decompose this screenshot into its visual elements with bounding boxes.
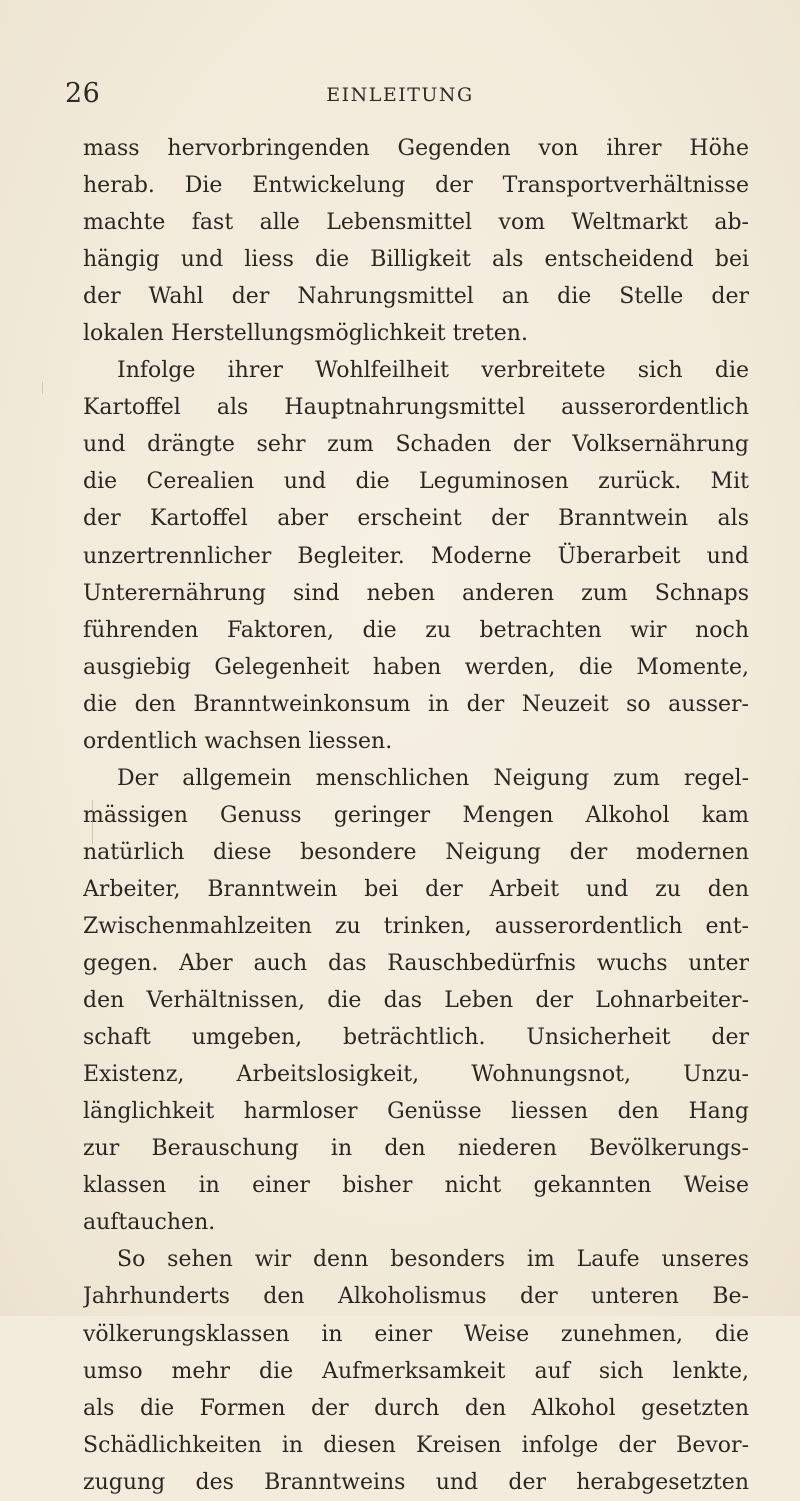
text-line: völkerungsklassen in einer Weise zunehmen, die — [83, 1321, 749, 1347]
text-line: der Wahl der Nahrungsmittel an die Stelle der — [83, 284, 749, 310]
text-line: hängig und liess die Billigkeit als entscheidend bei — [83, 247, 749, 273]
text-line: herab. Die Entwickelung der Transportverhältnisse — [83, 173, 749, 199]
body-text — [83, 130, 749, 1501]
text-line: zur Berauschung in den niederen Bevölkerungs- — [83, 1136, 749, 1162]
text-line: Unterernährung sind neben anderen zum Schnaps — [83, 580, 749, 606]
text-line: Der allgemein menschlichen Neigung zum regel- — [117, 765, 749, 791]
text-line: die Cerealien und die Leguminosen zurück. Mit — [83, 469, 749, 495]
paper-mark — [42, 382, 53, 394]
text-line: als die Formen der durch den Alkohol gesetzten — [83, 1395, 749, 1421]
text-line: ordentlich wachsen liessen. — [83, 728, 393, 754]
text-line: länglichkeit harmloser Genüsse liessen den Hang — [83, 1099, 749, 1125]
text-line: mass hervorbringenden Gegenden von ihrer Höhe — [83, 136, 749, 161]
text-line: Jahrhunderts den Alkoholismus der unteren Be- — [83, 1284, 749, 1310]
text-line: Zwischenmahlzeiten zu trinken, ausserordentlich ent- — [83, 913, 749, 939]
text-line: lokalen Herstellungsmöglichkeit treten. — [83, 321, 528, 347]
text-line: umso mehr die Aufmerksamkeit auf sich lenkte, — [83, 1358, 749, 1384]
text-line: klassen in einer bisher nicht gekannten Weise — [83, 1173, 749, 1199]
text-line: natürlich diese besondere Neigung der modernen — [83, 839, 749, 865]
text-line: auftauchen. — [83, 1210, 216, 1236]
text-line: Schädlichkeiten in diesen Kreisen infolge der Bevor- — [83, 1432, 749, 1458]
text-line: der Kartoffel aber erscheint der Branntwein als — [83, 506, 749, 532]
page-header — [0, 78, 800, 118]
running-head: EINLEITUNG — [326, 84, 474, 106]
page-number: 26 — [65, 78, 101, 109]
text-line: Arbeiter, Branntwein bei der Arbeit und zu den — [83, 876, 749, 902]
text-line: machte fast alle Lebensmittel vom Weltmarkt ab- — [83, 210, 749, 236]
text-line: So sehen wir denn besonders im Laufe unseres — [117, 1247, 749, 1273]
text-line: mässigen Genuss geringer Mengen Alkohol kam — [83, 802, 749, 828]
text-line: Kartoffel als Hauptnahrungsmittel ausserordentlich — [83, 395, 749, 421]
text-line: gegen. Aber auch das Rauschbedürfnis wuchs unter — [83, 951, 749, 977]
paper-mark — [92, 800, 103, 844]
text-line: führenden Faktoren, die zu betrachten wir noch — [83, 617, 749, 643]
text-line: und drängte sehr zum Schaden der Volksernährung — [83, 432, 749, 458]
text-line: den Verhältnissen, die das Leben der Lohnarbeiter- — [83, 988, 749, 1014]
text-line: unzertrennlicher Begleiter. Moderne Überarbeit und — [83, 543, 749, 569]
text-line: ausgiebig Gelegenheit haben werden, die Momente, — [83, 654, 749, 680]
text-line: Infolge ihrer Wohlfeilheit verbreitete sich die — [117, 358, 749, 384]
text-line: schaft umgeben, beträchtlich. Unsicherheit der — [83, 1025, 749, 1051]
text-line: zugung des Branntweins und der herabgesetzten — [83, 1469, 749, 1495]
text-line: die den Branntweinkonsum in der Neuzeit so ausser- — [83, 691, 749, 717]
text-line: Existenz, Arbeitslosigkeit, Wohnungsnot, Unzu- — [83, 1062, 749, 1088]
